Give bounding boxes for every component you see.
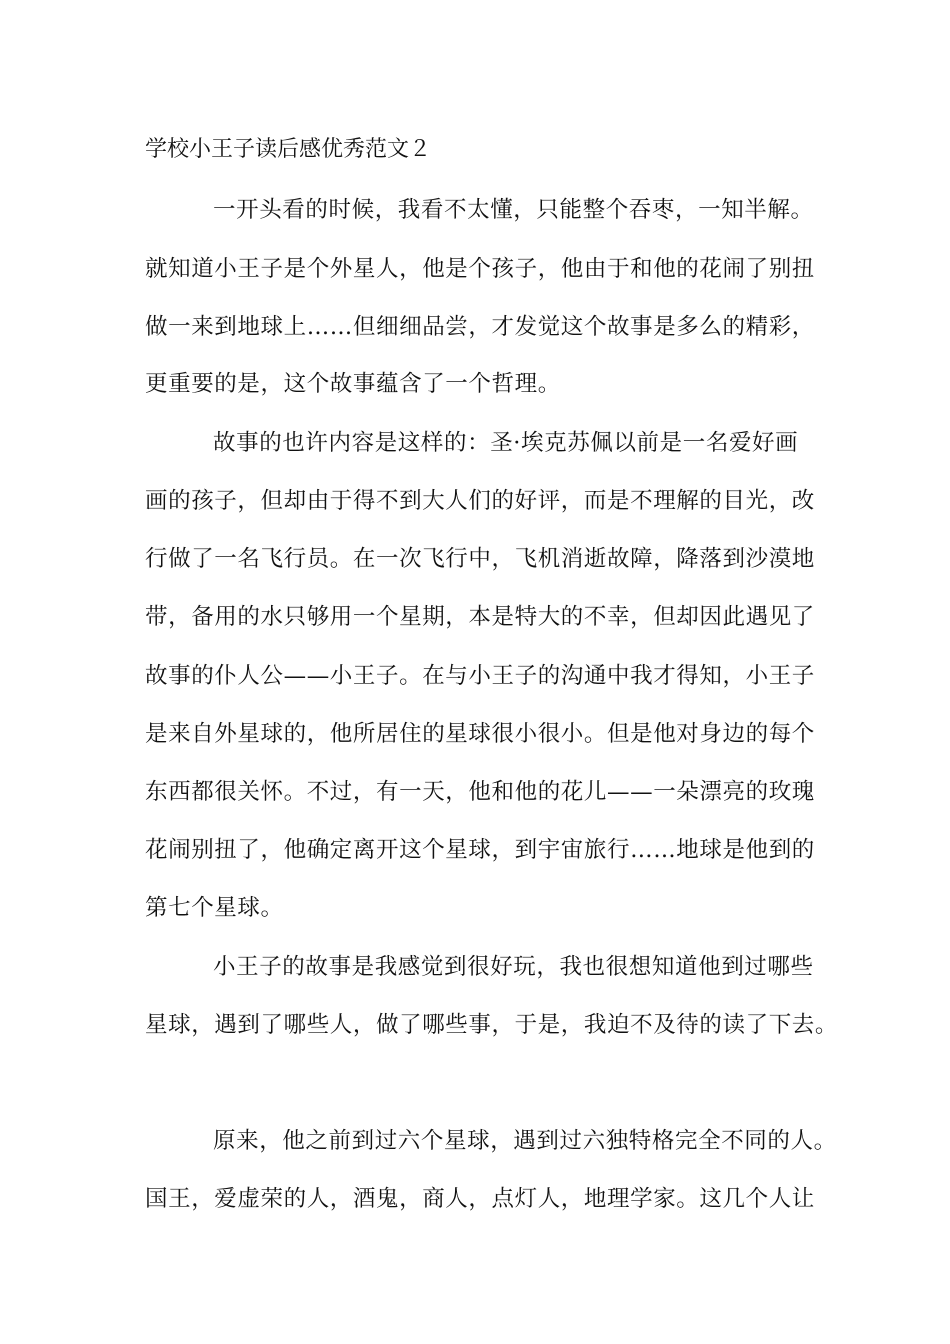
paragraph-2-line-7: 东西都很关怀。不过，有一天，他和他的花儿——一朵漂亮的玫瑰 (145, 779, 815, 805)
paragraph-2-line-5: 故事的仆人公——小王子。在与小王子的沟通中我才得知，小王子 (145, 663, 815, 689)
paragraph-1-line-3: 做一来到地球上……但细细品尝，才发觉这个故事是多么的精彩， (145, 314, 815, 340)
paragraph-4-line-1: 原来，他之前到过六个星球，遇到过六独特格完全不同的人。 (213, 1128, 837, 1154)
paragraph-2-line-8: 花闹别扭了，他确定离开这个星球，到宇宙旅行……地球是他到的 (145, 837, 815, 863)
paragraph-1-line-4: 更重要的是，这个故事蕴含了一个哲理。 (145, 371, 561, 397)
paragraph-1-line-1: 一开头看的时候，我看不太懂，只能整个吞枣，一知半解。 (213, 197, 814, 223)
paragraph-1-line-2: 就知道小王子是个外星人，他是个孩子，他由于和他的花闹了别扭 (145, 256, 815, 282)
paragraph-2-line-1: 故事的也许内容是这样的：圣·埃克苏佩以前是一名爱好画 (213, 430, 799, 456)
paragraph-2-line-6: 是来自外星球的，他所居住的星球很小很小。但是他对身边的每个 (145, 721, 815, 747)
paragraph-3-line-2: 星球，遇到了哪些人，做了哪些事，于是，我迫不及待的读了下去。 (145, 1012, 839, 1038)
paragraph-2-line-9: 第七个星球。 (145, 895, 284, 921)
paragraph-4-line-2: 国王，爱虚荣的人，酒鬼，商人，点灯人，地理学家。这几个人让 (145, 1186, 815, 1212)
paragraph-2-line-2: 画的孩子，但却由于得不到大人们的好评，而是不理解的目光，改 (145, 488, 815, 514)
paragraph-2-line-3: 行做了一名飞行员。在一次飞行中，飞机消逝故障，降落到沙漠地 (145, 546, 815, 572)
paragraph-2-line-4: 带，备用的水只够用一个星期，本是特大的不幸，但却因此遇见了 (145, 604, 815, 630)
paragraph-3-line-1: 小王子的故事是我感觉到很好玩，我也很想知道他到过哪些 (213, 954, 814, 980)
document-title: 学校小王子读后感优秀范文２ (145, 137, 432, 162)
